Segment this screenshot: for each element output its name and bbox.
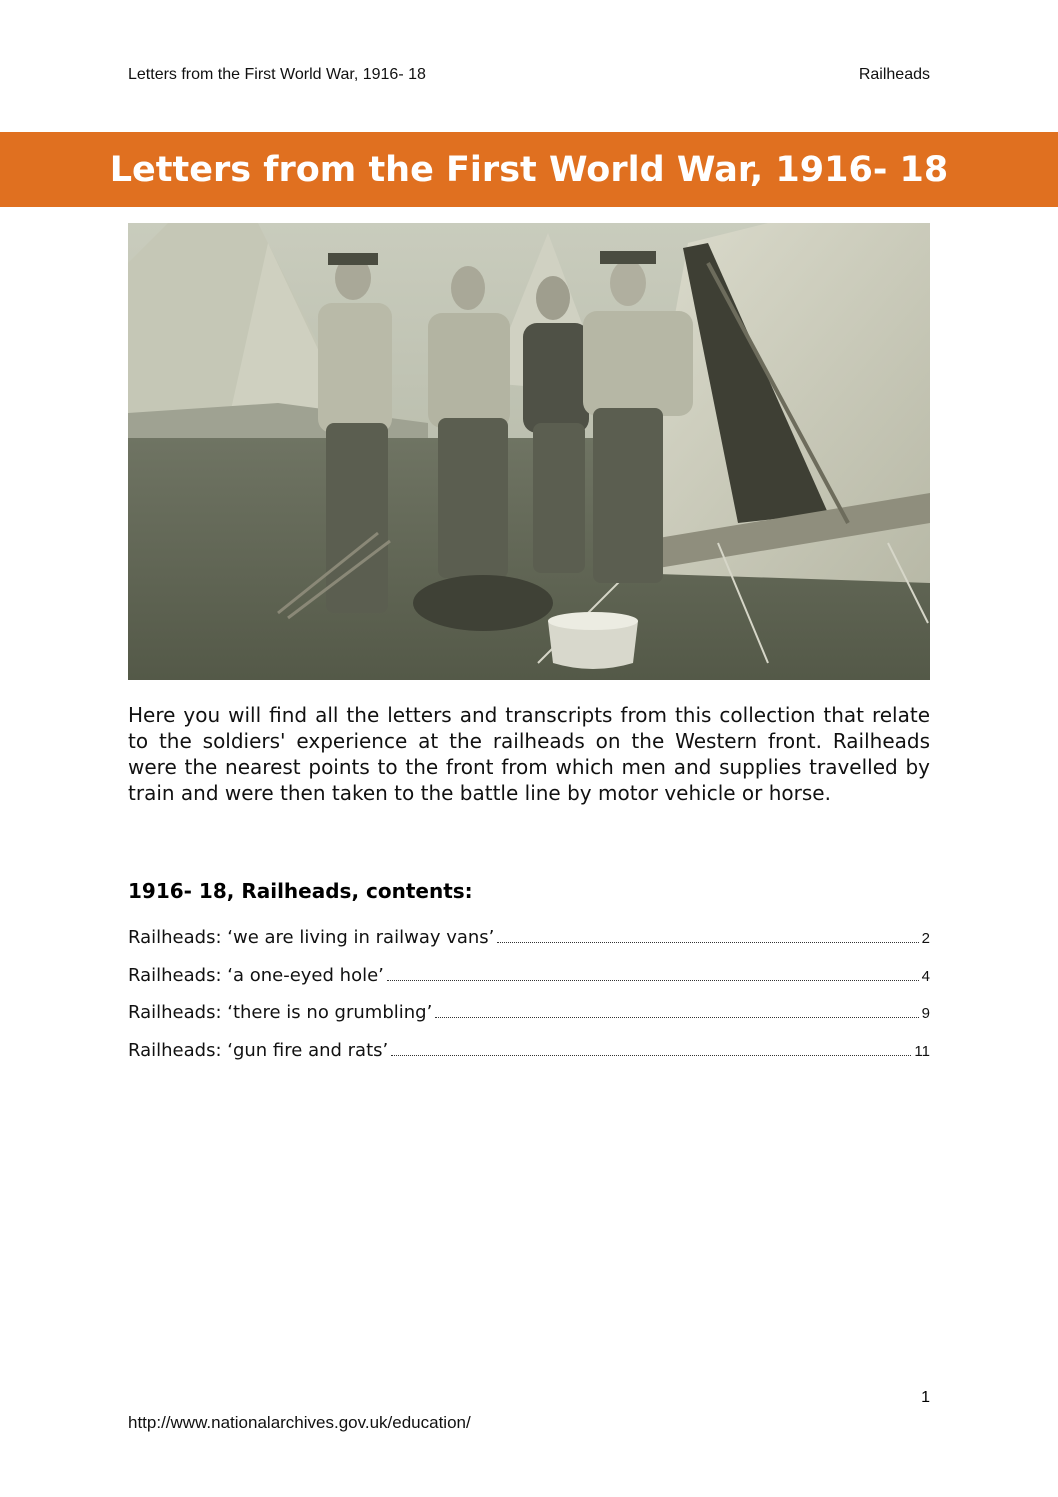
toc-dot-leader	[497, 941, 918, 943]
intro-paragraph: Here you will find all the letters and transcripts from this collection that relate to the soldiers' experience at the railheads on the Western front. Railheads were the nearest points to the front from which men and supplies travelled by train and were then taken to the battle line by motor vehicle or horse.	[128, 703, 930, 805]
page-title: Letters from the First World War, 1916- 18	[109, 149, 949, 190]
toc-entry-page: 9	[921, 1005, 930, 1022]
toc-entry[interactable]	[128, 927, 930, 965]
soldiers-camp-photo	[128, 223, 930, 680]
page-number: 1	[921, 1389, 930, 1406]
toc-entry-label: Railheads: ‘we are living in railway vans’	[128, 927, 495, 948]
toc-dot-leader	[435, 1016, 918, 1018]
toc-dot-leader	[387, 979, 919, 981]
contents-heading: 1916- 18, Railheads, contents:	[128, 879, 473, 903]
toc-entry-page: 4	[921, 967, 930, 985]
table-of-contents	[128, 927, 930, 1077]
header-left-title: Letters from the First World War, 1916- 18	[128, 66, 426, 83]
toc-dot-leader	[391, 1054, 911, 1056]
toc-entry-label: Railheads: ‘a one-eyed hole’	[128, 964, 384, 986]
header-right-section: Railheads	[858, 66, 930, 83]
toc-entry-label: Railheads: ‘there is no grumbling’	[128, 1002, 433, 1023]
toc-entry[interactable]	[128, 1002, 930, 1040]
footer-url-link[interactable]: http://www.nationalarchives.gov.uk/education/	[128, 1413, 471, 1432]
toc-entry-page: 11	[914, 1042, 930, 1060]
running-header	[128, 66, 930, 84]
toc-entry[interactable]	[128, 965, 930, 1003]
toc-entry[interactable]	[128, 1040, 930, 1078]
title-banner	[0, 132, 1058, 207]
toc-entry-page: 2	[921, 930, 930, 947]
toc-entry-label: Railheads: ‘gun fire and rats’	[128, 1039, 389, 1061]
photo-illustration	[128, 223, 930, 680]
